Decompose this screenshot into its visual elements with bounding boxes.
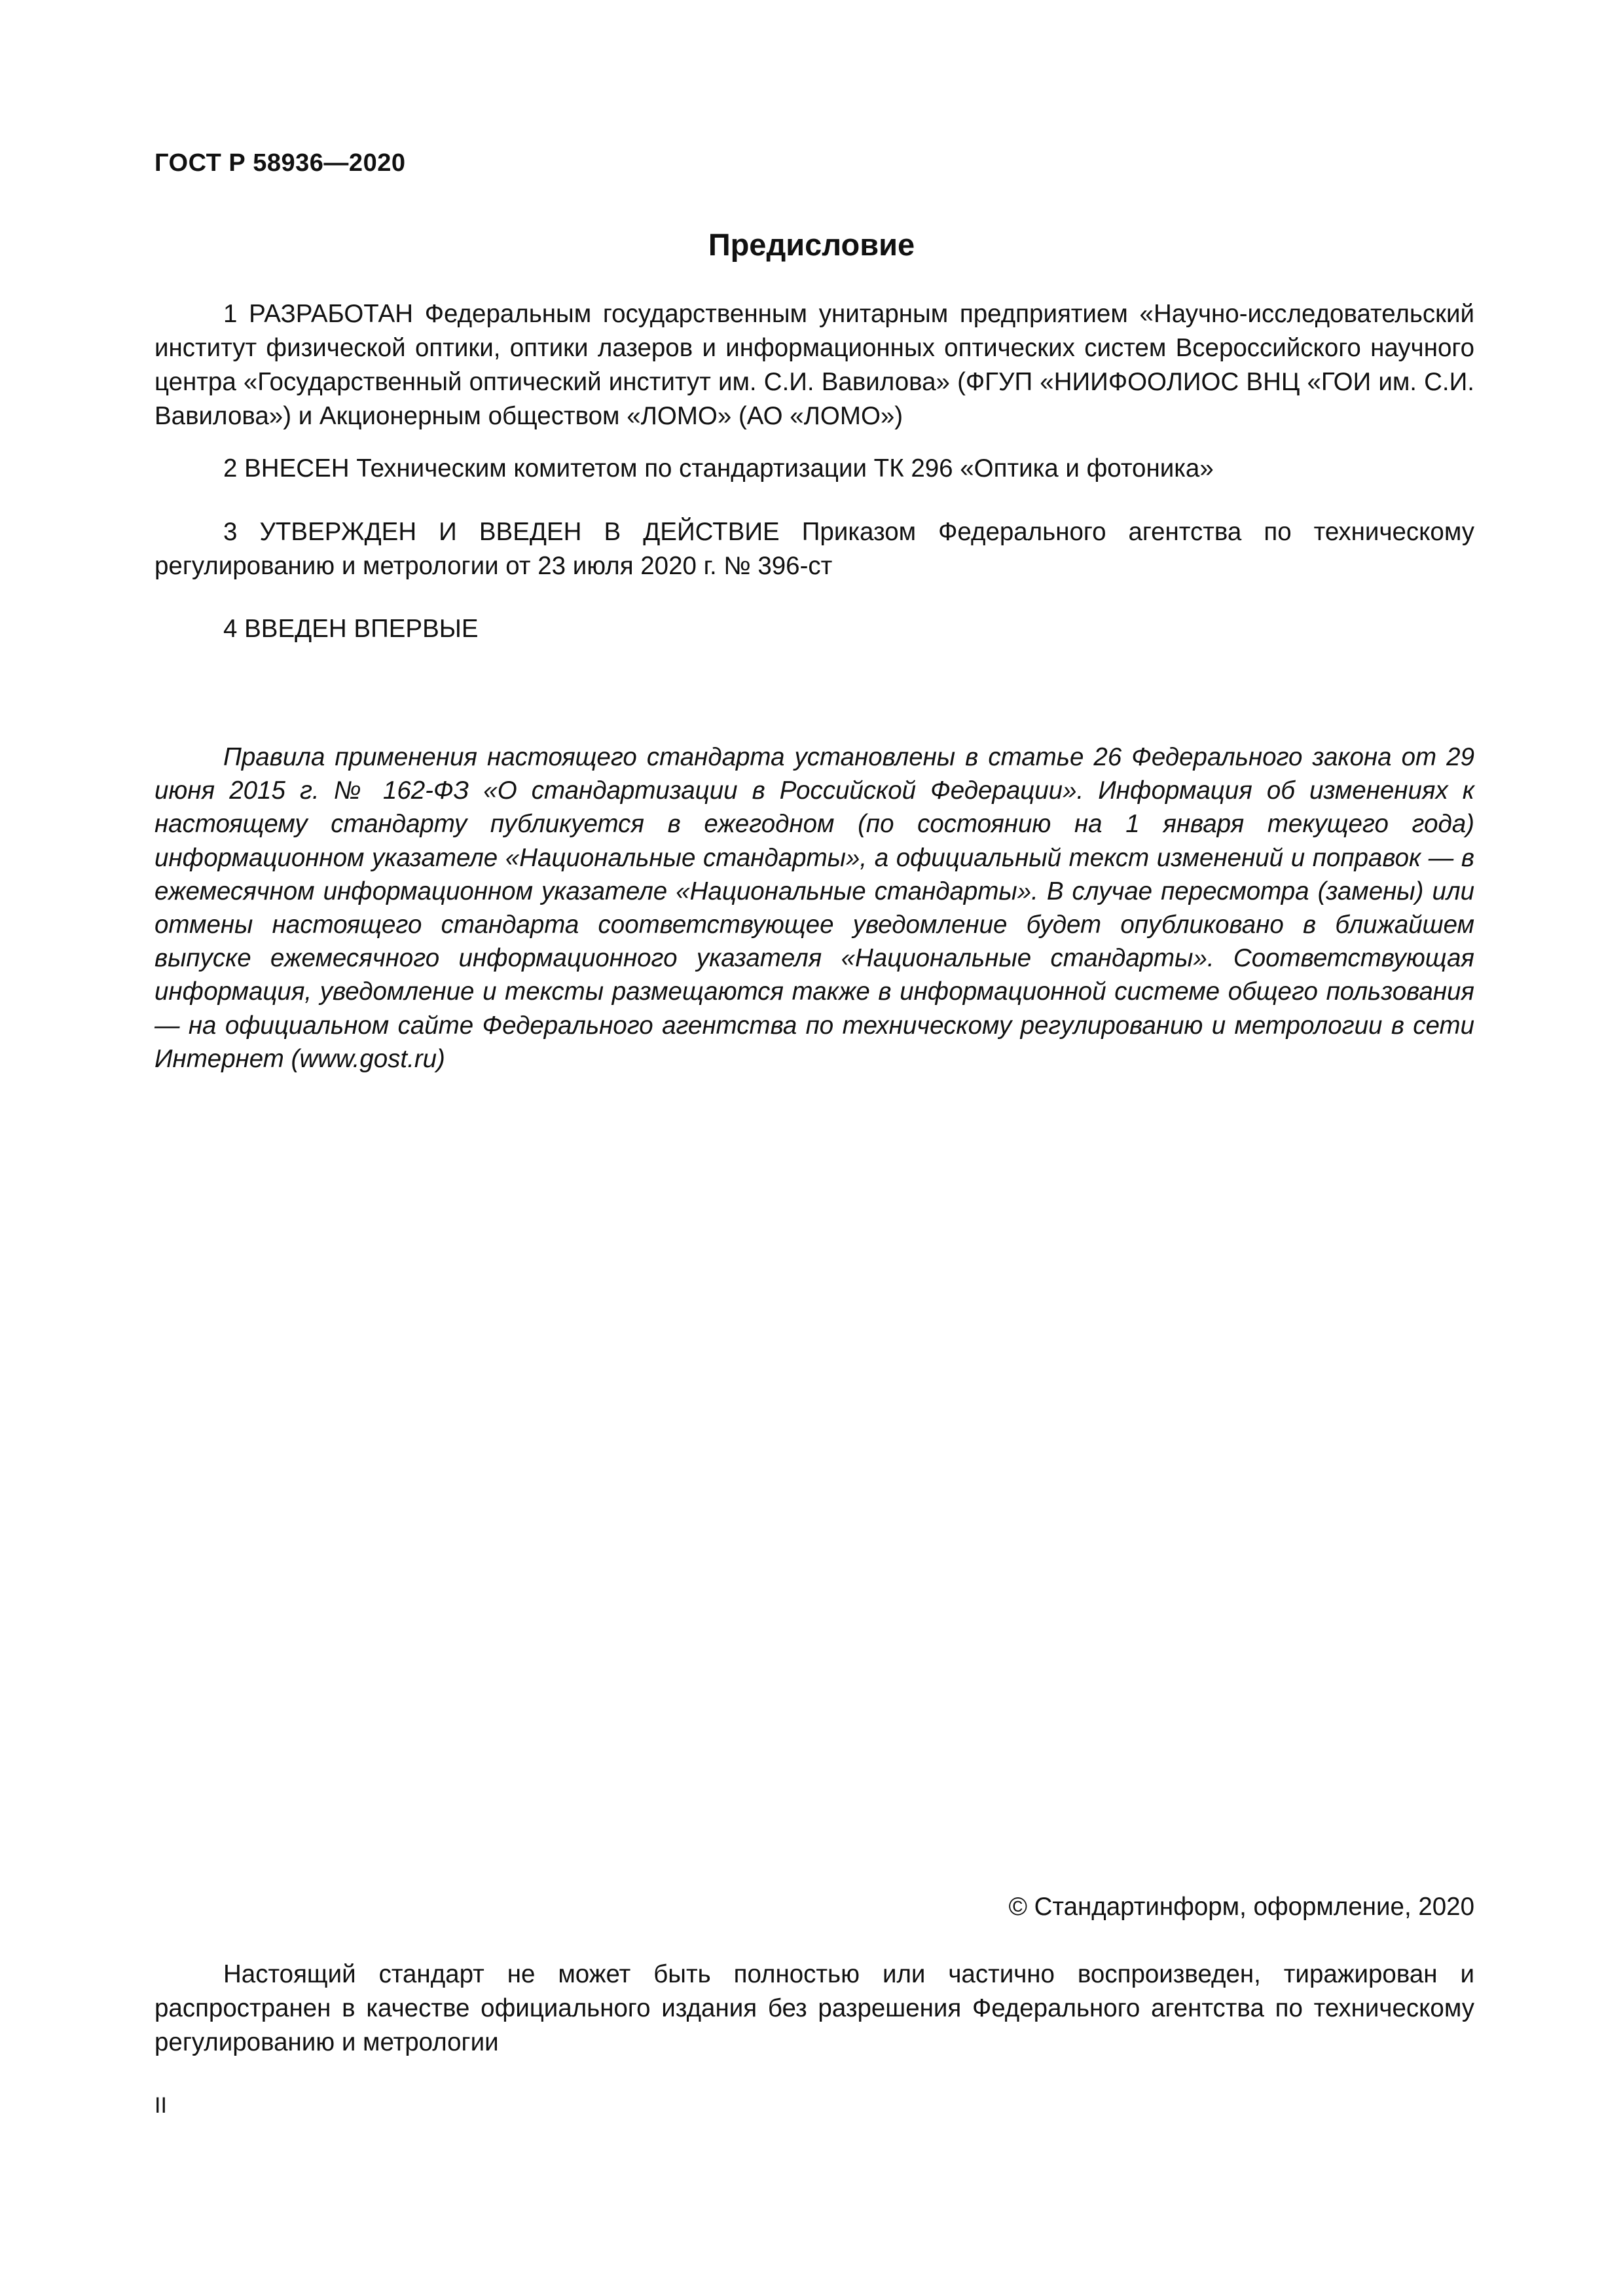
- foreword-item-2: 2 ВНЕСЕН Техническим комитетом по стандартизации ТК 296 «Оптика и фотоника»: [223, 454, 1214, 483]
- application-rules-paragraph: Правила применения настоящего стандарта установлены в статье 26 Федерального закона от 29 июня 2015 г. № 162-ФЗ «О стандартизации в Российской Федерации». Информация об изменениях к настоящему стандарту публикуется в ежегодном (по состоянию на 1 января текущего года) информационном указателе «Национальные стандарты», а официальный текст изменений и поправок — в ежемесячном информационном указателе «Национальные стандарты». В случае пересмотра (замены) или отмены настоящего стандарта соответствующее уведомление будет опубликовано в ближайшем выпуске ежемесячного информационного указателя «Национальные стандарты». Соответствующая информация, уведомление и тексты размещаются также в информационной системе общего пользования — на официальном сайте Федерального агентства по техническому регулированию и метрологии в сети Интернет (www.gost.ru): [155, 743, 1474, 1073]
- document-code: ГОСТ Р 58936—2020: [155, 149, 406, 177]
- copyright-line: © Стандартинформ, оформление, 2020: [1008, 1893, 1474, 1921]
- reproduction-notice: Настоящий стандарт не может быть полностью или частично воспроизведен, тиражирован и распространен в качестве официального издания без разрешения Федерального агентства по техническому регулированию и метрологии: [155, 1960, 1474, 2056]
- foreword-item-3: 3 УТВЕРЖДЕН И ВВЕДЕН В ДЕЙСТВИЕ Приказом Федерального агентства по техническому регулированию и метрологии от 23 июля 2020 г. № 396-ст: [155, 518, 1474, 580]
- page-title: Предисловие: [708, 227, 915, 262]
- foreword-item-4: 4 ВВЕДЕН ВПЕРВЫЕ: [223, 615, 479, 643]
- foreword-item-1: 1 РАЗРАБОТАН Федеральным государственным унитарным предприятием «Научно-исследовательский институт физической оптики, оптики лазеров и информационных оптических систем Всероссийского научного центра «Государственный оптический институт им. С.И. Вавилова» (ФГУП «НИИФООЛИОС ВНЦ «ГОИ им. С.И. Вавилова») и Акционерным обществом «ЛОМО» (АО «ЛОМО»): [155, 300, 1474, 430]
- page-number: II: [155, 2093, 167, 2118]
